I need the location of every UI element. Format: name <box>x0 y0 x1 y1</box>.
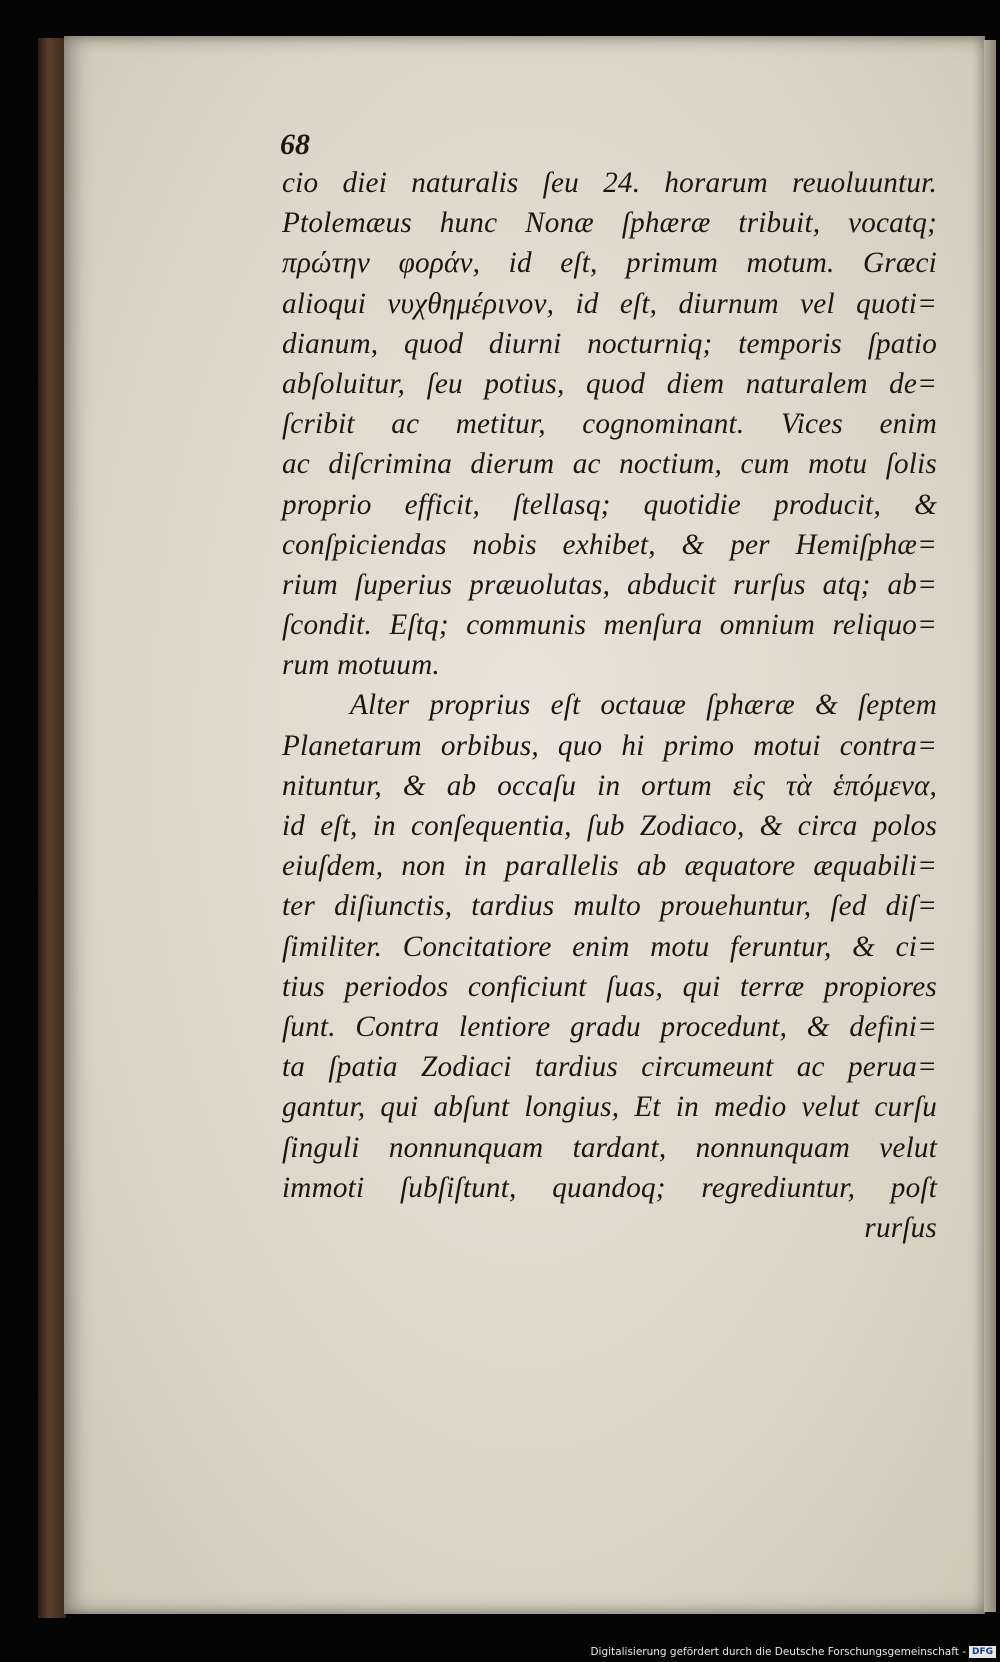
credit-text: Digitalisierung gefördert durch die Deutsche Forschungsgemeinschaft - <box>590 1646 966 1658</box>
dfg-logo: DFG <box>969 1646 996 1658</box>
text-line: immoti ſubſiſtunt, quandoq; regrediuntur, poſt <box>282 1171 937 1204</box>
text-line: gantur, qui abſunt longius, Et in medio velut curſu <box>282 1091 937 1124</box>
text-line: tius periodos conficiunt ſuas, qui terræ propiores <box>282 970 937 1003</box>
text-line: rum motuum. <box>282 649 440 682</box>
book-spine-edge <box>38 38 66 1618</box>
text-line: conſpiciendas nobis exhibet, & per Hemiſphæ= <box>282 528 937 561</box>
text-line: ſcondit. Eſtq; communis menſura omnium reliquo= <box>282 609 937 642</box>
text-line: id eſt, in conſequentia, ſub Zodiaco, & circa polos <box>282 810 937 842</box>
text-line: πρώτην φοράν, id eſt, primum motum. Græci <box>282 247 937 280</box>
text-line: ta ſpatia Zodiaci tardius circumeunt ac perua= <box>282 1051 937 1084</box>
page-number: 68 <box>280 128 310 161</box>
page-fore-edge <box>984 40 996 1612</box>
text-line: rium ſuperius præuolutas, abducit rurſus atq; ab= <box>282 568 937 601</box>
text-line: ſunt. Contra lentiore gradu procedunt, & defini= <box>282 1010 937 1043</box>
body-text <box>282 163 937 1248</box>
text-line: ſcribit ac metitur, cognominant. Vices enim <box>282 408 937 441</box>
text-line: alioqui νυχθημέρινον, id eſt, diurnum vel quoti= <box>282 287 937 320</box>
catchword: rurſus <box>864 1211 937 1244</box>
text-line: ſinguli nonnunquam tardant, nonnunquam velut <box>282 1131 937 1164</box>
text-line: ſimiliter. Concitatiore enim motu feruntur, & ci= <box>282 930 937 963</box>
digitization-credit <box>590 1646 996 1658</box>
text-line: abſoluitur, ſeu potius, quod diem naturalem de= <box>282 367 937 400</box>
text-line: nituntur, & ab occaſu in ortum εἰς τὰ ἑπόμενα, <box>282 769 937 802</box>
text-line: cio diei naturalis ſeu 24. horarum reuoluuntur. <box>282 167 937 199</box>
paragraph-start-line: Alter proprius eſt octauæ ſphæræ & ſeptem <box>350 689 937 722</box>
text-line: ter diſiunctis, tardius multo prouehuntur, ſed diſ= <box>282 890 937 923</box>
text-line: Ptolemæus hunc Nonæ ſphæræ tribuit, vocatq; <box>282 207 937 240</box>
text-line: ac diſcrimina dierum ac noctium, cum motu ſolis <box>282 448 937 481</box>
text-line: proprio efficit, ſtellasq; quotidie producit, & <box>282 488 937 521</box>
text-line: eiuſdem, non in parallelis ab æquatore æquabili= <box>282 850 937 883</box>
text-line: dianum, quod diurni nocturniq; temporis ſpatio <box>282 327 937 360</box>
text-line: Planetarum orbibus, quo hi primo motui contra= <box>282 729 937 762</box>
